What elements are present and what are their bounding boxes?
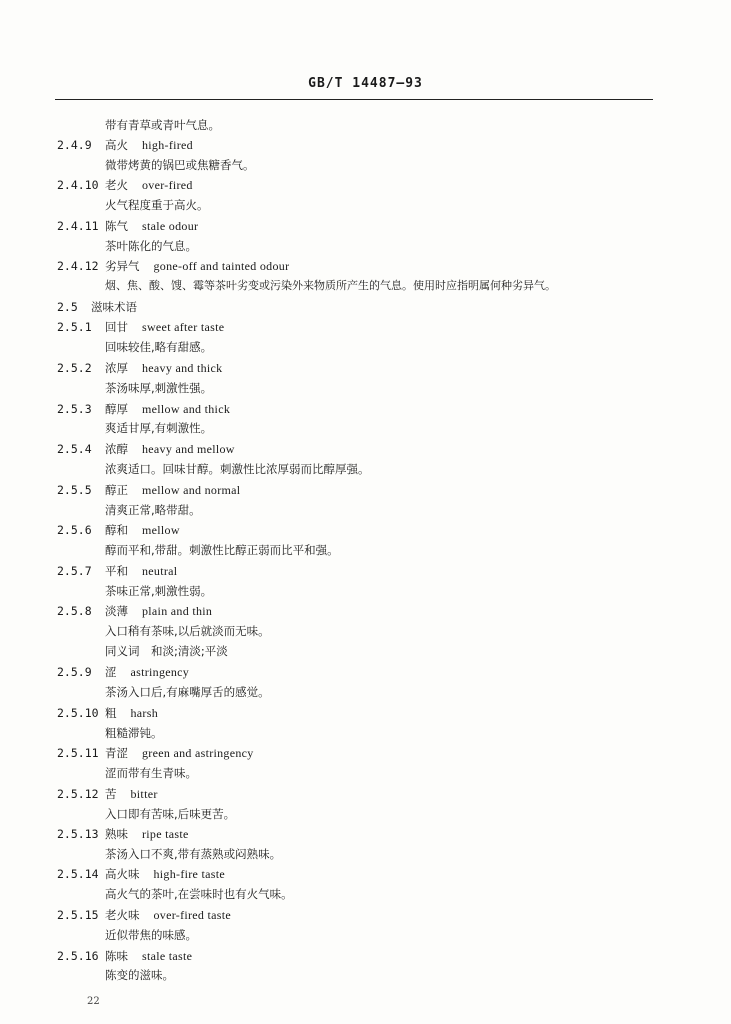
- term-definition: 茶汤入口不爽,带有蒸熟或闷熟味。: [105, 847, 282, 861]
- continuation-text: 带有青草或青叶气息。: [105, 118, 220, 132]
- term-number: 2.4.12: [57, 259, 99, 273]
- term-english: heavy and mellow: [142, 442, 235, 456]
- term-chinese: 青涩: [105, 746, 128, 760]
- term-number: 2.4.10: [57, 178, 99, 192]
- term-number: 2.5.15: [57, 908, 99, 922]
- term-definition: 茶汤味厚,刺激性强。: [105, 381, 213, 395]
- term-heading: [105, 867, 225, 881]
- term-definition: 粗糙滞钝。: [105, 726, 163, 740]
- term-chinese: 淡薄: [105, 604, 128, 618]
- standard-code-header: GB/T 14487—93: [308, 76, 423, 91]
- term-heading: [105, 949, 192, 963]
- term-definition: 茶汤入口后,有麻嘴厚舌的感觉。: [105, 685, 270, 699]
- term-chinese: 劣异气: [105, 259, 140, 273]
- term-english: high-fire taste: [153, 867, 225, 881]
- term-heading: [105, 138, 193, 152]
- term-heading: [105, 178, 193, 192]
- term-number: 2.5.8: [57, 604, 92, 618]
- term-chinese: 浓醇: [105, 442, 128, 456]
- term-english: mellow and normal: [142, 483, 241, 497]
- term-english: ripe taste: [142, 827, 189, 841]
- term-heading: [105, 706, 158, 720]
- term-chinese: 陈味: [105, 949, 128, 963]
- term-heading: [105, 665, 189, 679]
- term-definition: 清爽正常,略带甜。: [105, 503, 201, 517]
- term-heading: [105, 320, 224, 334]
- term-definition: 微带烤黄的锅巴或焦糖香气。: [105, 158, 255, 172]
- term-english: plain and thin: [142, 604, 213, 618]
- term-definition: 入口稍有茶味,以后就淡而无味。: [105, 624, 270, 638]
- term-heading: [105, 483, 240, 497]
- term-definition: 入口即有苦味,后味更苦。: [105, 807, 236, 821]
- term-definition: 爽适甘厚,有刺激性。: [105, 421, 213, 435]
- term-english: heavy and thick: [142, 361, 223, 375]
- term-definition: 高火气的茶叶,在尝味时也有火气味。: [105, 887, 293, 901]
- term-number: 2.5.12: [57, 787, 99, 801]
- term-number: 2.5.9: [57, 665, 92, 679]
- term-english: mellow: [142, 523, 180, 537]
- term-chinese: 苦: [105, 787, 117, 801]
- term-english: stale odour: [142, 219, 199, 233]
- term-synonyms: 同义词 和淡;清淡;平淡: [105, 644, 228, 658]
- term-chinese: 醇和: [105, 523, 128, 537]
- term-definition: 茶叶陈化的气息。: [105, 239, 197, 253]
- term-heading: [105, 523, 180, 537]
- term-definition: 回味较佳,略有甜感。: [105, 340, 213, 354]
- term-number: 2.5.6: [57, 523, 92, 537]
- term-heading: [105, 564, 177, 578]
- term-number: 2.5.2: [57, 361, 92, 375]
- term-definition: 烟、焦、酸、馊、霉等茶叶劣变或污染外来物质所产生的气息。使用时应指明属何种劣异气。: [105, 279, 556, 292]
- term-heading: [105, 402, 230, 416]
- term-english: sweet after taste: [142, 320, 225, 334]
- term-number: 2.5.11: [57, 746, 99, 760]
- term-english: bitter: [130, 787, 158, 801]
- term-chinese: 浓厚: [105, 361, 128, 375]
- term-english: harsh: [130, 706, 158, 720]
- term-definition: 茶味正常,刺激性弱。: [105, 584, 213, 598]
- term-english: mellow and thick: [142, 402, 231, 416]
- term-heading: [105, 827, 189, 841]
- term-english: astringency: [130, 665, 190, 679]
- term-number: 2.5.3: [57, 402, 92, 416]
- section-number: 2.5: [57, 300, 78, 314]
- term-definition: 醇而平和,带甜。刺激性比醇正弱而比平和强。: [105, 543, 339, 557]
- term-definition: 近似带焦的味感。: [105, 928, 197, 942]
- term-chinese: 回甘: [105, 320, 128, 334]
- term-english: over-fired: [142, 178, 193, 192]
- term-english: over-fired taste: [153, 908, 232, 922]
- term-chinese: 高火: [105, 138, 128, 152]
- term-chinese: 平和: [105, 564, 128, 578]
- term-number: 2.4.11: [57, 219, 99, 233]
- term-chinese: 涩: [105, 665, 117, 679]
- header-rule: [55, 99, 653, 100]
- term-heading: [105, 361, 222, 375]
- term-english: stale taste: [142, 949, 193, 963]
- term-definition: 浓爽适口。回味甘醇。刺激性比浓厚弱而比醇厚强。: [105, 462, 370, 476]
- term-chinese: 陈气: [105, 219, 128, 233]
- term-chinese: 粗: [105, 706, 117, 720]
- term-number: 2.5.13: [57, 827, 99, 841]
- term-chinese: 高火味: [105, 867, 140, 881]
- term-chinese: 老火味: [105, 908, 140, 922]
- term-number: 2.5.16: [57, 949, 99, 963]
- term-english: neutral: [142, 564, 178, 578]
- term-chinese: 醇厚: [105, 402, 128, 416]
- term-number: 2.5.7: [57, 564, 92, 578]
- term-number: 2.5.14: [57, 867, 99, 881]
- term-heading: [105, 442, 235, 456]
- section-title: 滋味术语: [91, 300, 137, 314]
- term-heading: [105, 604, 212, 618]
- term-definition: 火气程度重于高火。: [105, 198, 209, 212]
- term-heading: [105, 746, 254, 760]
- term-heading: [105, 787, 158, 801]
- term-english: high-fired: [142, 138, 193, 152]
- term-definition: 涩而带有生青味。: [105, 766, 197, 780]
- term-english: gone-off and tainted odour: [153, 259, 290, 273]
- term-chinese: 熟味: [105, 827, 128, 841]
- term-chinese: 醇正: [105, 483, 128, 497]
- term-english: green and astringency: [142, 746, 254, 760]
- term-number: 2.5.5: [57, 483, 92, 497]
- term-definition: 陈变的滋味。: [105, 968, 174, 982]
- term-number: 2.5.4: [57, 442, 92, 456]
- term-chinese: 老火: [105, 178, 128, 192]
- page-number: 22: [87, 996, 100, 1007]
- term-number: 2.5.10: [57, 706, 99, 720]
- term-heading: [105, 908, 231, 922]
- term-number: 2.5.1: [57, 320, 92, 334]
- term-heading: [105, 259, 289, 273]
- term-number: 2.4.9: [57, 138, 92, 152]
- term-heading: [105, 219, 198, 233]
